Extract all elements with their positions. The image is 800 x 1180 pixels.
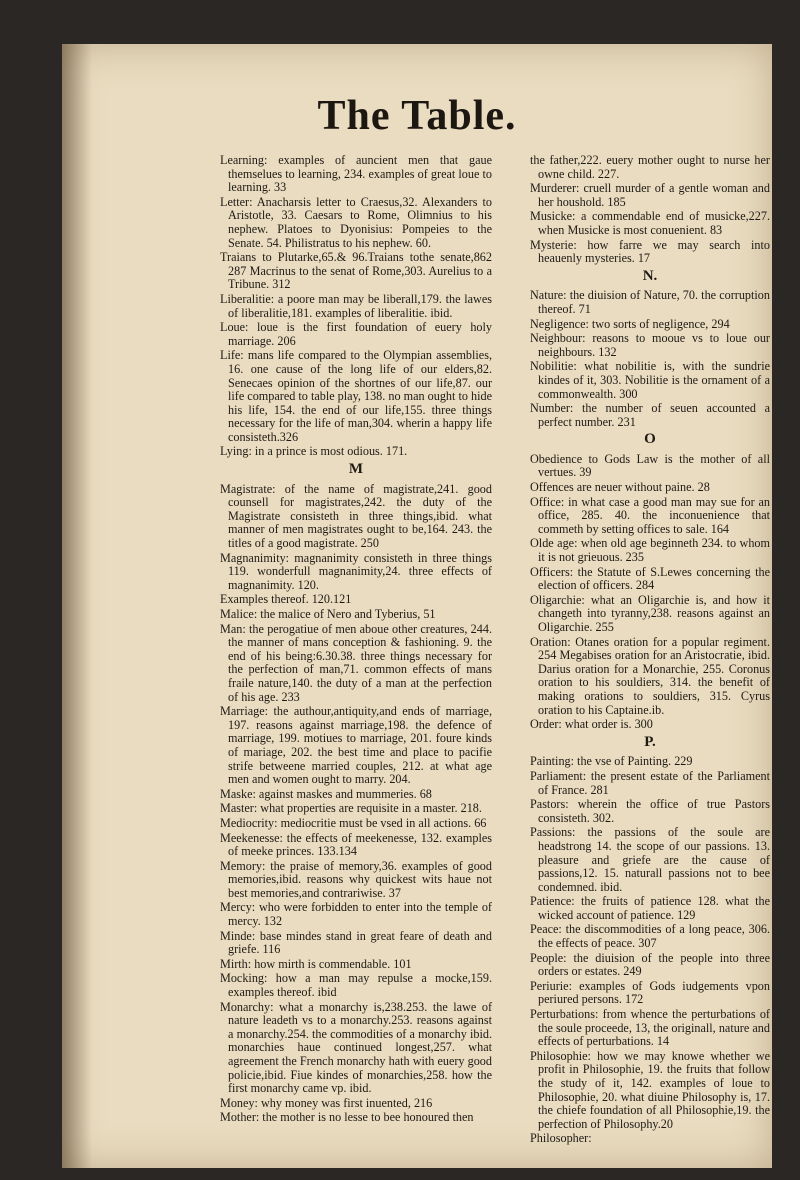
index-entry: Periurie: examples of Gods iudgements vpon periured persons. 172 — [530, 978, 770, 1007]
index-entry: Liberalitie: a poore man may be liberall,179. the lawes of liberalitie,181. examples of liberalitie. ibid. — [220, 291, 492, 320]
index-entry: Philosopher: — [530, 1131, 592, 1146]
index-entry: Learning: examples of auncient men that gaue themselues to learning, 234. examples of great loue to learning. 33 — [220, 153, 492, 195]
index-entry: Life: mans life compared to the Olympian assemblies, 16. one cause of the long life of our elders,82. Senecaes opinion of the shortnes of our life,87. our life compared to table play, 138. no man ought to hide his life, 154. the end of our life,155. three things necessary for the life of man,304. wherin a happy life consisteth.326 — [220, 348, 492, 444]
right-column — [530, 154, 770, 1147]
index-entry: Mercy: who were forbidden to enter into the temple of mercy. 132 — [220, 900, 492, 929]
index-entry: Nobilitie: what nobilitie is, with the sundrie kindes of it, 303. Nobilitie is the ornament of a commonwealth. 300 — [530, 359, 770, 401]
index-entry: Man: the perogatiue of men aboue other creatures, 244. the manner of mans conception & fashioning. 9. the end of his being:6.30.38. three things necessary for the perfection of man,71. common effects of mans fraile nature,140. the duty of a man at the perfection of his age. 233 — [220, 621, 492, 704]
index-entry: Magnanimity: magnanimity consisteth in three things 119. wonderfull magnanimity,24. three effects of magnanimity. 120. — [220, 550, 492, 592]
index-entry: Malice: the malice of Nero and Tyberius, 51 — [220, 607, 436, 621]
index-entry: Master: what properties are requisite in a master. 218. — [220, 801, 482, 816]
index-entry: Officers: the Statute of S.Lewes concerning the election of officers. 284 — [530, 564, 770, 593]
index-entry: Office: in what case a good man may sue for an office, 285. 40. the inconuenience that commeth by setting offices to sale. 164 — [530, 494, 770, 536]
index-entry: Magistrate: of the name of magistrate,241. good counsell for magistrates,242. the duty of the Magistrate consisteth in three things,ibid. what manner of men magistrates ought to be,164. 243. the titles of a good magistrate. 250 — [220, 481, 492, 551]
index-entry: Neighbour: reasons to mooue vs to loue our neighbours. 132 — [530, 331, 770, 359]
index-entry: Lying: in a prince is most odious. 171. — [220, 444, 408, 459]
index-entry: Offences are neuer without paine. 28 — [530, 480, 710, 495]
index-entry: Negligence: two sorts of negligence, 294 — [530, 316, 730, 331]
index-entry: Mediocrity: mediocritie must be vsed in all actions. 66 — [220, 815, 487, 830]
section-letter: M — [348, 461, 364, 478]
index-entry: Mocking: how a man may repulse a mocke,159. examples thereof. ibid — [220, 971, 492, 1000]
section-letter: O — [644, 431, 656, 448]
index-entry: Mirth: how mirth is commendable. 101 — [220, 956, 412, 971]
index-entry: Obedience to Gods Law is the mother of all vertues. 39 — [530, 451, 770, 480]
index-entry: Mother: the mother is no lesse to bee honoured then — [220, 1110, 474, 1125]
index-entry: Maske: against maskes and mummeries. 68 — [220, 786, 432, 801]
index-entry: Mysterie: how farre we may search into heauenly mysteries. 17 — [530, 237, 770, 266]
index-entry: Memory: the praise of memory,36. examples of good memories,ibid. reasons why quickest wits haue not best memories,and contrariwise. 37 — [220, 858, 492, 900]
index-entry: Oration: Otanes oration for a popular regiment. 254 Megabises oration for an Aristocratie, ibid. Darius oration for a Monarchie, 255. Coronus oration to his souldiers, 314. the benefit of making orations to souldiers, 315. Cyrus oration to his Captaine.ib. — [530, 634, 770, 717]
index-entry: Pastors: wherein the office of true Pastors consisteth. 302. — [530, 797, 770, 825]
index-entry: Musicke: a commendable end of musicke,227. when Musicke is most conuenient. 83 — [530, 209, 770, 237]
page-spine-shadow — [62, 44, 92, 1168]
index-entry: Letter: Anacharsis letter to Craesus,32. Alexanders to Aristotle, 33. Caesars to Rome, Olimnius to his nephew. Platoes to Dyonisius: Pompeies to the Senate. 54. Philistratus to his nephew. 60. — [220, 194, 492, 250]
index-entry: Painting: the vse of Painting. 229 — [530, 754, 693, 769]
index-entry: Examples thereof. 120.121 — [220, 592, 352, 607]
index-entry: Peace: the discommodities of a long peace, 306. the effects of peace. 307 — [530, 922, 770, 951]
index-entry: Parliament: the present estate of the Parliament of France. 281 — [530, 768, 770, 797]
section-letter: N. — [642, 267, 658, 284]
left-column — [220, 154, 492, 1126]
index-entry: Passions: the passions of the soule are headstrong 14. the scope of our passions. 13. pleasure and griefe are the cause of passions,12. 15. naturall passions not to bee condemned. ibid. — [530, 825, 770, 894]
page-title: The Table. — [317, 93, 517, 139]
index-entry: Money: why money was first inuented, 216 — [220, 1095, 433, 1110]
index-entry: Oligarchie: what an Oligarchie is, and how it changeth into tyranny,238. reasons against an Oligarchie. 255 — [530, 592, 770, 634]
index-entry: Olde age: when old age beginneth 234. to whom it is not grieuous. 235 — [530, 536, 770, 565]
index-entry: Marriage: the authour,antiquity,and ends of marriage, 197. reasons against marriage,198. the defence of marriage, 199. motiues to marriage, 201. foure kinds of mariage, 202. the best time and place to pacifie strife betweene married couples, 212. at what age men and women ought to marry. 204. — [220, 704, 492, 787]
index-entry: Murderer: cruell murder of a gentle woman and her houshold. 185 — [530, 181, 770, 209]
index-entry: People: the diuision of the people into three orders or estates. 249 — [530, 950, 770, 979]
index-entry: Perturbations: from whence the perturbations of the soule proceede, 13, the originall, nature and effects of perturbations. 14 — [530, 1007, 770, 1049]
index-entry: Monarchy: what a monarchy is,238.253. the lawe of nature leadeth vs to a monarchy.253. reasons against a monarchy.254. the commodities of a monarchy ibid. monarchies haue continued longest,257. what agreement the French monarchy hath with euery good policie,ibid. Fiue kindes of monarchies,258. how the first monarchy came vp. ibid. — [220, 999, 492, 1096]
book-page — [62, 44, 772, 1168]
index-entry: Loue: loue is the first foundation of euery holy marriage. 206 — [220, 320, 492, 348]
index-entry: Order: what order is. 300 — [530, 717, 653, 732]
section-letter: P. — [644, 733, 656, 750]
index-entry: Number: the number of seuen accounted a perfect number. 231 — [530, 401, 770, 429]
index-entry: the father,222. euery mother ought to nurse her owne child. 227. — [530, 153, 770, 181]
index-entry: Philosophie: how we may knowe whether we profit in Philosophie, 19. the fruits that follow the study of it, 142. examples of loue to Philosophie, 20. what diuine Philosophy is, 17. the chiefe foundation of all Philosophie,19. the perfection of Philosophy.20 — [530, 1048, 770, 1131]
index-entry: Minde: base mindes stand in great feare of death and griefe. 116 — [220, 928, 492, 957]
index-entry: Nature: the diuision of Nature, 70. the corruption thereof. 71 — [530, 288, 770, 316]
index-entry: Meekenesse: the effects of meekenesse, 132. examples of meeke princes. 133.134 — [220, 830, 492, 859]
index-entry: Patience: the fruits of patience 128. what the wicked account of patience. 129 — [530, 894, 770, 922]
index-entry: Traians to Plutarke,65.& 96.Traians tothe senate,862 287 Macrinus to the senat of Rome,303. Aurelius to a Tribune. 312 — [220, 250, 492, 292]
